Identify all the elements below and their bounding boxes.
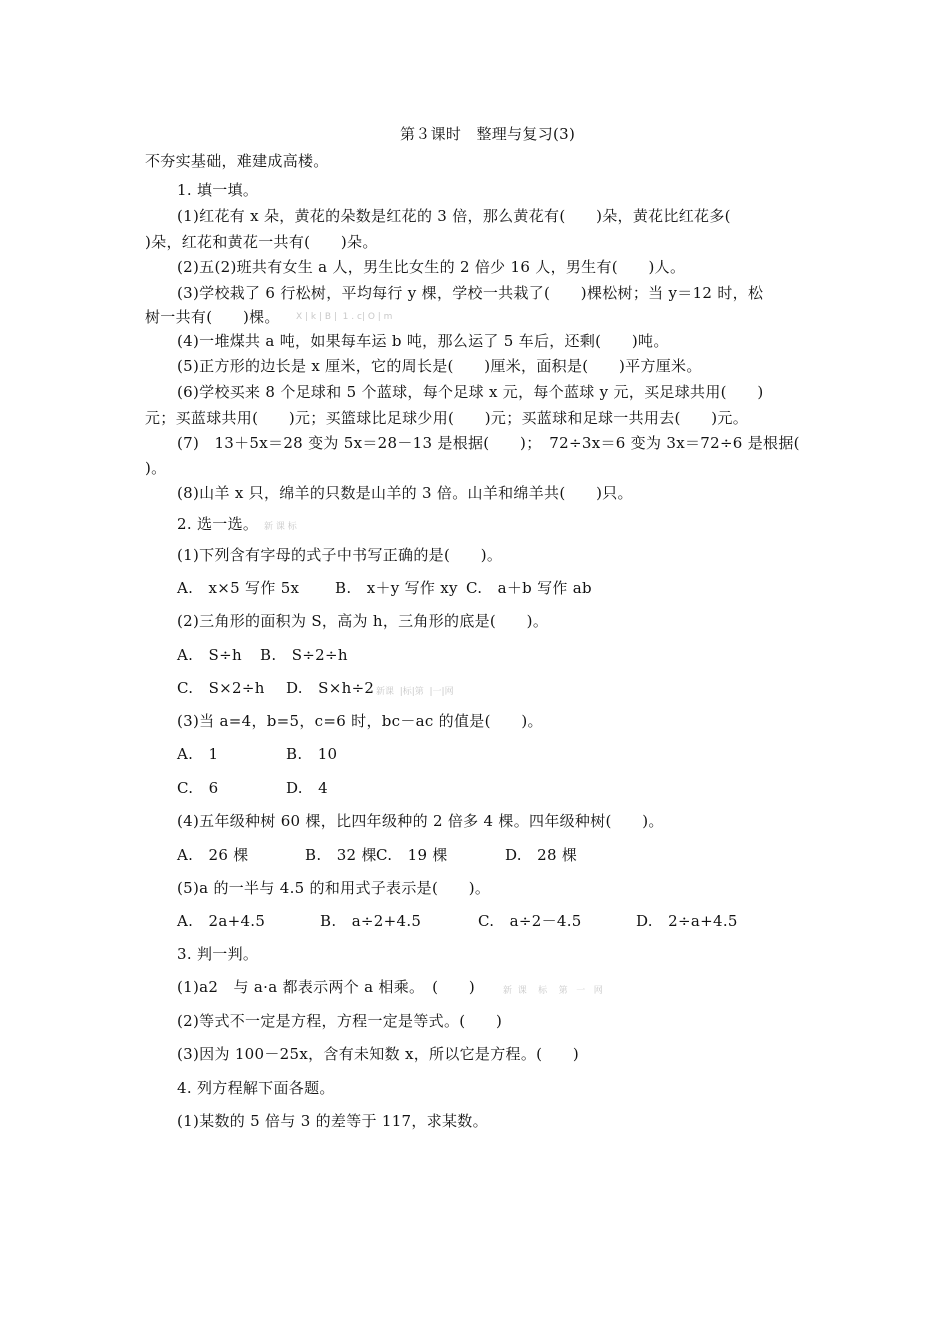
question-2-5-option-b: B. a÷2+4.5 — [320, 912, 422, 930]
question-2-3-option-c: C. 6 — [177, 779, 219, 797]
question-1-4: (4)一堆煤共 a 吨，如果每车运 b 吨，那么运了 5 车后，还剩( )吨。 — [177, 332, 669, 350]
question-1-7-line1: (7) 13＋5x＝28 变为 5x＝28－13 是根据( )； 72÷3x＝6 变为 3x＝72÷6 是根据( — [177, 434, 800, 452]
question-3-3: (3)因为 100－25x，含有未知数 x，所以它是方程。( ) — [177, 1045, 580, 1063]
question-2-2: (2)三角形的面积为 S，高为 h，三角形的底是( )。 — [177, 612, 549, 630]
question-2-5-option-a: A. 2a+4.5 — [177, 912, 266, 930]
question-2-3-option-a: A. 1 — [177, 745, 219, 763]
question-2-2-option-d: D. S×h÷2 — [286, 679, 375, 697]
motto: 不夯实基础，难建成高楼。 — [145, 152, 329, 170]
question-1-3-line2: 树一共有( )棵。 — [145, 308, 280, 326]
question-2-5-option-c: C. a÷2－4.5 — [478, 912, 582, 930]
question-2-1-option-b: B. x＋y 写作 xy — [335, 579, 458, 597]
question-3-2: (2)等式不一定是方程，方程一定是等式。( ) — [177, 1012, 503, 1030]
question-1-8: (8)山羊 x 只，绵羊的只数是山羊的 3 倍。山羊和绵羊共( )只。 — [177, 484, 633, 502]
question-2-3: (3)当 a=4，b=5，c=6 时，bc－ac 的值是( )。 — [177, 712, 543, 730]
question-1-1-line2: )朵，红花和黄花一共有( )朵。 — [145, 233, 378, 251]
question-1-2: (2)五(2)班共有女生 a 人，男生比女生的 2 倍少 16 人，男生有( )人。 — [177, 258, 686, 276]
question-1-5: (5)正方形的边长是 x 厘米，它的周长是( )厘米，面积是( )平方厘米。 — [177, 357, 702, 375]
question-1-3-line1: (3)学校栽了 6 行松树，平均每行 y 棵，学校一共栽了( )棵松树；当 y＝12 时，松 — [177, 284, 764, 302]
watermark-1: X | k | B | 1 . c| O | m — [296, 312, 393, 322]
watermark-4: 新 课 标 第 一 网 — [503, 986, 603, 996]
question-1-6-line1: (6)学校买来 8 个足球和 5 个蓝球，每个足球 x 元，每个蓝球 y 元，买足球共用( ) — [177, 383, 764, 401]
question-2-4-option-d: D. 28 棵 — [505, 846, 578, 864]
question-2-1: (1)下列含有字母的式子中书写正确的是( )。 — [177, 546, 503, 564]
question-2-2-option-b: B. S÷2÷h — [260, 646, 348, 664]
section-4-heading: 4. 列方程解下面各题。 — [177, 1079, 335, 1097]
question-1-1-line1: (1)红花有 x 朵，黄花的朵数是红花的 3 倍，那么黄花有( )朵，黄花比红花多( — [177, 207, 731, 225]
question-2-1-option-c: C. a＋b 写作 ab — [466, 579, 592, 597]
question-3-1: (1)a2 与 a·a 都表示两个 a 相乘。 ( ) — [177, 978, 476, 996]
question-2-2-option-a: A. S÷h — [177, 646, 242, 664]
question-1-6-line2: 元；买蓝球共用( )元；买篮球比足球少用( )元；买蓝球和足球一共用去( )元。 — [145, 409, 749, 427]
question-1-7-line2: )。 — [145, 459, 167, 477]
page-title: 第３课时 整理与复习(3) — [400, 125, 576, 143]
watermark-2: 新 课 标 — [264, 522, 297, 532]
section-1-heading: 1. 填一填。 — [177, 181, 259, 199]
question-2-2-option-c: C. S×2÷h — [177, 679, 265, 697]
question-4-1: (1)某数的 5 倍与 3 的差等于 117，求某数。 — [177, 1112, 488, 1130]
question-2-4-option-a: A. 26 棵 — [177, 846, 249, 864]
question-2-5-option-d: D. 2÷a+4.5 — [636, 912, 738, 930]
question-2-4-option-b: B. 32 棵 — [305, 846, 377, 864]
question-2-4-option-c: C. 19 棵 — [376, 846, 448, 864]
question-2-1-option-a: A. x×5 写作 5x — [177, 579, 300, 597]
question-2-3-option-d: D. 4 — [286, 779, 329, 797]
section-2-heading: 2. 选一选。 — [177, 515, 259, 533]
watermark-3: 新课 |标|第 |一|网 — [376, 687, 454, 697]
section-3-heading: 3. 判一判。 — [177, 945, 259, 963]
question-2-4: (4)五年级种树 60 棵，比四年级种的 2 倍多 4 棵。四年级种树( )。 — [177, 812, 664, 830]
question-2-5: (5)a 的一半与 4.5 的和用式子表示是( )。 — [177, 879, 491, 897]
question-2-3-option-b: B. 10 — [286, 745, 338, 763]
